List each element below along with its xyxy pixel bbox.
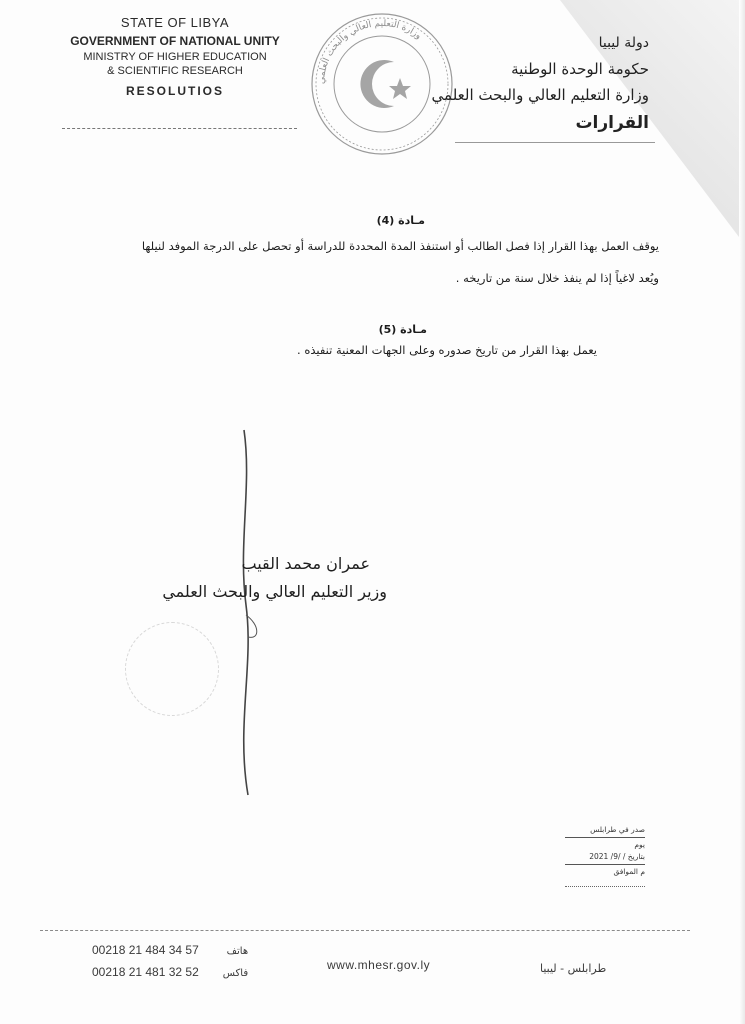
footer-fax-row: [92, 962, 302, 984]
footer-contacts: [92, 940, 302, 984]
header-arabic: [419, 30, 649, 138]
footer-city: طرابلس - ليبيا: [540, 962, 607, 975]
footer-website: www.mhesr.gov.ly: [327, 958, 431, 972]
article-4-text-line1: يوقف العمل بهذا القرار إذا فصل الطالب أو استنفذ المدة المحددة للدراسة أو تحصل على الدرجة الموفد لنيلها: [141, 239, 659, 253]
header-ministry-line2: & SCIENTIFIC RESEARCH: [107, 65, 243, 77]
article-4-text-line2: ويُعد لاغياً إذا لم ينفذ خلال سنة من تاريخه .: [455, 271, 659, 285]
header-english: [40, 14, 310, 98]
article-4-title: مـادة (4): [376, 214, 425, 227]
header-country: STATE OF LIBYA: [120, 15, 230, 30]
header-ministry-line1: MINISTRY OF HIGHER EDUCATION: [83, 51, 267, 63]
footer-phone-label: هاتف: [226, 946, 249, 957]
issue-day: يوم: [634, 840, 645, 849]
issue-details: [565, 824, 645, 878]
signature-stroke: [230, 425, 270, 805]
footer-fax: 00218 21 481 32 52: [92, 965, 199, 979]
scan-edge: [739, 0, 745, 1024]
footer-fax-label: فاكس: [222, 968, 249, 979]
issue-date: بتاريخ / /9/ 2021: [589, 852, 645, 861]
header-ar-government: حكومة الوحدة الوطنية: [511, 60, 649, 78]
faint-stamp-icon: [125, 622, 219, 716]
header-divider-left: [62, 128, 297, 129]
article-5-text: يعمل بهذا القرار من تاريخ صدوره وعلى الجهات المعنية تنفيذه .: [297, 343, 597, 357]
header-divider-right: [455, 142, 655, 143]
seal-text: وزارة التعليم العالي والبحث العلمي: [316, 18, 424, 85]
footer-phone-row: [92, 940, 302, 962]
article-5-title: مـادة (5): [378, 323, 427, 336]
footer-divider: [40, 930, 690, 931]
issue-rule: [565, 837, 645, 838]
signatory-title: وزير التعليم العالي والبحث العلمي: [162, 582, 387, 601]
issue-dotted-line: [565, 886, 645, 887]
footer-phone: 00218 21 484 34 57: [92, 943, 199, 957]
issue-place: صدر في طرابلس: [590, 825, 645, 834]
header-doc-type: RESOLUTIOS: [125, 84, 224, 98]
issue-rule-2: [565, 864, 645, 865]
header-ar-country: دولة ليبيا: [598, 35, 649, 51]
signatory-name: عمران محمد القيب: [241, 554, 370, 573]
header-ar-doc-type: القرارات: [575, 113, 649, 133]
header-government: GOVERNMENT OF NATIONAL UNITY: [70, 34, 280, 48]
header-ar-ministry: وزارة التعليم العالي والبحث العلمي: [431, 86, 649, 104]
issue-hijri: م الموافق: [613, 867, 645, 876]
